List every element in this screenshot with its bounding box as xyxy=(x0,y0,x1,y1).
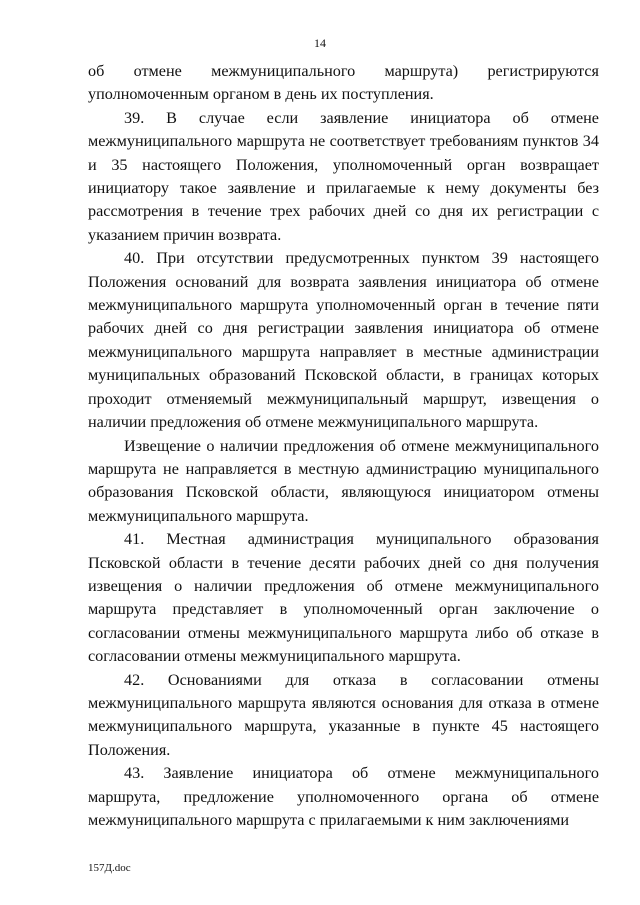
paragraph-42: 42. Основаниями для отказа в согласовании отмены межмуниципального маршрута являются основания для отказа в отмене межмуниципального маршрута, указанные в пункте 45 настоящего Положения. xyxy=(88,670,599,759)
document-body xyxy=(88,60,599,832)
paragraph-43: 43. Заявление инициатора об отмене межмуниципального маршрута, предложение уполномоченного органа об отмене межмуниципального маршрута с прилагаемыми к ним заключениями xyxy=(88,764,599,829)
paragraph-40-notice: Извещение о наличии предложения об отмене межмуниципального маршрута не направляется в местную администрацию муниципального образования Псковской области, являющуюся инициатором отмены межмуниципального маршрута. xyxy=(88,436,599,525)
file-name-footer: 157Д.doc xyxy=(88,862,131,874)
page-number: 14 xyxy=(314,36,326,50)
paragraph-40: 40. При отсутствии предусмотренных пунктом 39 настоящего Положения оснований для возврата заявления инициатора об отмене межмуниципального маршрута уполномоченный орган в течение пяти рабочих дней со дня регистрации заявления инициатора об отмене межмуниципального маршрута направляет в местные администрации муниципальных образований Псковской области, в границах которых проходит отменяемый межмуниципальный маршрут, извещения о наличии предложения об отмене межмуниципального маршрута. xyxy=(88,249,599,432)
paragraph-39: 39. В случае если заявление инициатора об отмене межмуниципального маршрута не соответствует требованиям пунктов 34 и 35 настоящего Положения, уполномоченный орган возвращает инициатору такое заявление и прилагаемые к нему документы без рассмотрения в течение трех рабочих дней со дня их регистрации с указанием причин возврата. xyxy=(88,108,599,244)
paragraph-41: 41. Местная администрация муниципального образования Псковской области в течение десяти рабочих дней со дня получения извещения о наличии предложения об отмене межмуниципального маршрута представляет в уполномоченный орган заключение о согласовании отмены межмуниципального маршрута либо об отказе в согласовании отмены межмуниципального маршрута. xyxy=(88,530,599,666)
paragraph-continuation: об отмене межмуниципального маршрута) регистрируются уполномоченным органом в день их поступления. xyxy=(88,62,599,104)
